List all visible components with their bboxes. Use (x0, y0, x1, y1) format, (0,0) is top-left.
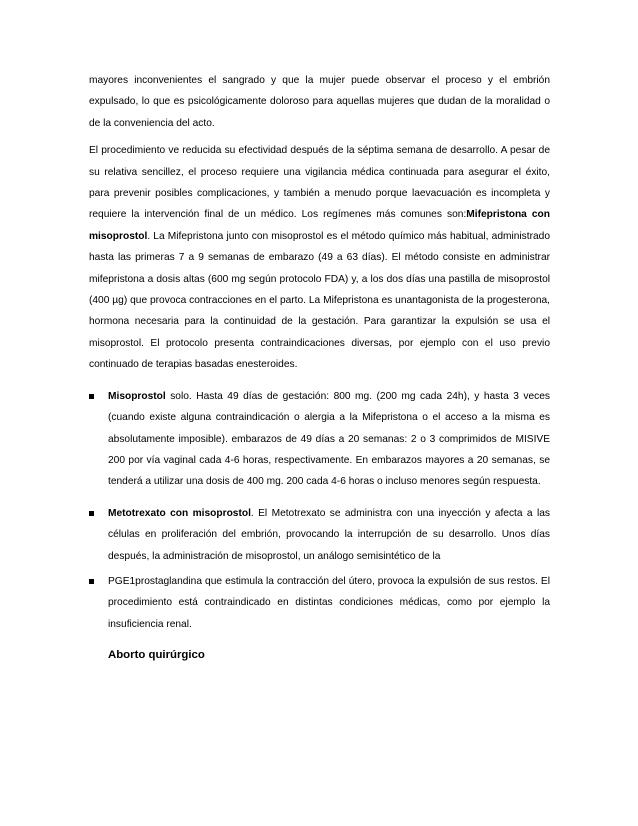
list-gap (89, 493, 550, 503)
list-item-text: solo. Hasta 49 días de gestación: 800 mg. (200 mg cada 24h), y hasta 3 veces (cuando existe alguna contraindicación o alergia a la Mifepristona o el acceso a la misma es absolutamente imposible). embarazos de 49 días a 20 semanas: 2 o 3 comprimidos de MISIVE 200 por vía vaginal cada 4-6 horas, respectivamente. En embarazos mayores a 20 semanas, se tenderá a utilizar una dosis de 400 mg. 200 cada 4-6 horas o incluso menores según respuesta. (108, 390, 550, 488)
paragraph-2 (89, 140, 550, 375)
list-item-bold: Metotrexato con misoprostol (108, 507, 251, 519)
list-item-text: PGE1prostaglandina que estimula la contracción del útero, provoca la expulsión de sus restos. El procedimiento está contraindicado en distintas condiciones médicas, como por ejemplo la insuficiencia renal. (108, 575, 550, 630)
square-bullet-icon (89, 511, 94, 516)
list-gap (89, 376, 550, 386)
document-page (89, 70, 550, 667)
square-bullet-icon (89, 394, 94, 399)
paragraph-2-end: . La Mifepristona junto con misoprostol es el método químico más habitual, administrado hasta las primeras 7 a 9 semanas de embarazo (49 a 63 días). El método consiste en administrar mifepristona a dosis altas (600 mg según protocolo FDA) y, a los dos días una pastilla de misoprostol (400 µg) que provoca contracciones en el parto. La Mifepristona es unantagonista de la progesterona, hormona necesaria para la continuidad de la gestación. Para garantizar la expulsión se usa el misoprostol. El protocolo presenta contraindicaciones diversas, por ejemplo con el uso previo continuado de terapias basadas enesteroides. (89, 230, 550, 371)
paragraph-1: mayores inconvenientes el sangrado y que la mujer puede observar el proceso y el embrión expulsado, lo que es psicológicamente doloroso para aquellas mujeres que dudan de la moralidad o de la conveniencia del acto. (89, 75, 550, 129)
list-item-text: . El Metotrexato se administra con una inyección y afecta a las células en proliferación del embrión, provocando la interrupción de su desarrollo. Unos días después, la administración de misoprostol, un análogo semisintético de la (108, 507, 551, 562)
list-item-pge1 (89, 571, 550, 635)
list-item-metotrexato (89, 503, 550, 567)
paragraph-2-bold: Mifepristona con misoprostol (89, 209, 550, 242)
list-item-bold: Misoprostol (108, 390, 166, 402)
list-item-misoprostol (89, 386, 550, 493)
bullet-list (89, 386, 550, 635)
paragraph-2-start: El procedimiento ve reducida su efectividad después de la séptima semana de desarrollo. A pesar de su relativa sencillez, el proceso requiere una vigilancia médica continuada para asegurar el éxito, para prevenir posibles complicaciones, y también a menudo porque laevacuación es incompleta y requiere la intervención final de un médico. Los regímenes más comunes son: (89, 145, 550, 221)
square-bullet-icon (89, 579, 94, 584)
section-heading: Aborto quirúrgico (108, 649, 205, 662)
